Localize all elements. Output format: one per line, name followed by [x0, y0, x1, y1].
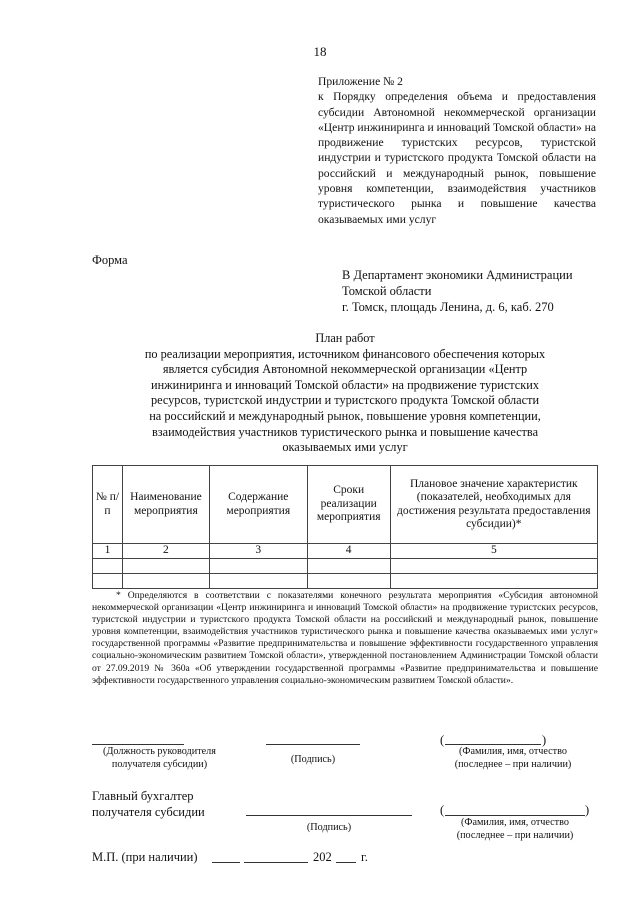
table-cell: 5: [390, 544, 597, 559]
plan-heading: [92, 331, 598, 456]
table-cell[interactable]: [209, 574, 307, 589]
annex-block: [318, 74, 596, 227]
header-event-name: Наименование мероприятия: [122, 466, 209, 544]
table-cell[interactable]: [209, 559, 307, 574]
header-planned-value: Плановое значение характеристик (показателей, необходимых для достижения результата предоставления субсидии)*: [390, 466, 597, 544]
plan-title: План работ: [315, 331, 375, 345]
header-event-content: Содержание мероприятия: [209, 466, 307, 544]
head-position-caption: (Должность руководителя получателя субсидии): [103, 746, 216, 770]
plan-subtitle-line: ресурсов, туристской индустрии и туристского продукта Томской области: [150, 393, 540, 408]
table-cell: 3: [209, 544, 307, 559]
plan-subtitle-line: инжиниринга и инноваций Томской области» на продвижение туристских: [151, 377, 539, 392]
addressee-block: [342, 267, 602, 315]
plan-subtitle-line: на российский и международный рынок, повышение уровня компетенции,: [149, 408, 541, 423]
table-cell: 2: [122, 544, 209, 559]
table-cell[interactable]: [122, 574, 209, 589]
date-year-line[interactable]: [336, 862, 356, 863]
page-number: 18: [313, 44, 327, 59]
head-name-line[interactable]: [445, 744, 541, 745]
head-signature-caption: (Подпись): [290, 754, 336, 765]
annex-title: Приложение № 2: [318, 75, 403, 88]
table-row: [93, 544, 598, 559]
accountant-name-open-paren: (: [440, 803, 445, 817]
addressee-line-3: г. Томск, площадь Ленина, д. 6, каб. 270: [342, 300, 554, 314]
head-name-close-paren: ): [542, 733, 547, 747]
head-name-open-paren: (: [440, 733, 445, 747]
accountant-subtitle: получателя субсидии: [92, 805, 205, 819]
table-cell[interactable]: [307, 574, 390, 589]
accountant-signature-caption: (Подпись): [306, 822, 352, 833]
form-label: Форма: [92, 253, 128, 267]
table-cell[interactable]: [390, 559, 597, 574]
accountant-name-close-paren: ): [585, 803, 590, 817]
table-cell[interactable]: [390, 574, 597, 589]
table-row: [93, 559, 598, 574]
table-row: [93, 574, 598, 589]
stamp-label: М.П. (при наличии): [92, 850, 198, 864]
head-position-line[interactable]: [92, 744, 184, 745]
header-number: № п/п: [93, 466, 123, 544]
accountant-signature-line[interactable]: [246, 815, 412, 816]
footnote: * Определяются в соответствии с показателями конечного результата мероприятия «Субсидия автономной некоммерческой организации «Центр инжиниринга и инноваций Томской области» на продвижение туристских ресурсов, туристской индустрии и туристского продукта Томской области на российский и международный рынок, повышение уровня компетенции, взаимодействия участников туристического рынка и повышение качества оказываемых ими услуг» государственной программы «Развитие предпринимательства и повышение эффективности государственного управления социально-экономическим развитием Томской области», утвержденной постановлением Администрации Томской области от 27.09.2019 № 360а «Об утверждении государственной программы «Развитие предпринимательства и повышение эффективности государственного управления социально-экономическим развитием Томской области».: [92, 590, 598, 686]
head-signature-line[interactable]: [266, 744, 360, 745]
header-event-terms: Сроки реализации мероприятия: [307, 466, 390, 544]
date-day-line[interactable]: [212, 862, 240, 863]
plan-subtitle-line: является субсидия Автономной некоммерческой организации «Центр: [162, 362, 528, 377]
plan-subtitle-line: по реализации мероприятия, источником финансового обеспечения которых: [144, 346, 546, 361]
accountant-title: Главный бухгалтер: [92, 789, 194, 803]
table-cell: 1: [93, 544, 123, 559]
date-year-prefix: 202: [313, 850, 332, 864]
plan-subtitle-line: оказываемых ими услуг: [282, 440, 408, 455]
head-name-caption: (Фамилия, имя, отчество (последнее – при наличии): [454, 746, 572, 770]
table-cell[interactable]: [122, 559, 209, 574]
addressee-line-2: Томской области: [342, 284, 432, 298]
table-cell: 4: [307, 544, 390, 559]
table-cell[interactable]: [93, 559, 123, 574]
plan-table: [92, 465, 598, 589]
table-cell[interactable]: [93, 574, 123, 589]
table-cell[interactable]: [307, 559, 390, 574]
date-month-line[interactable]: [244, 862, 308, 863]
date-year-suffix: г.: [361, 850, 368, 864]
addressee-line-1: В Департамент экономики Администрации: [342, 268, 573, 282]
table-header-row: [93, 466, 598, 544]
accountant-name-line[interactable]: [445, 815, 585, 816]
accountant-name-caption: (Фамилия, имя, отчество (последнее – при наличии): [456, 817, 574, 841]
plan-subtitle-line: взаимодействия участников туристического рынка и повышение качества: [151, 424, 539, 439]
annex-text: к Порядку определения объема и предоставления субсидии Автономной некоммерческой организации «Центр инжиниринга и инноваций Томской области» на продвижение туристских ресурсов, туристской индустрии и туристского продукта Томской области на российский и международный рынок, повышение уровня компетенции, взаимодействия участников туристического рынка и повышение качества оказываемых ими услуг: [318, 90, 596, 226]
